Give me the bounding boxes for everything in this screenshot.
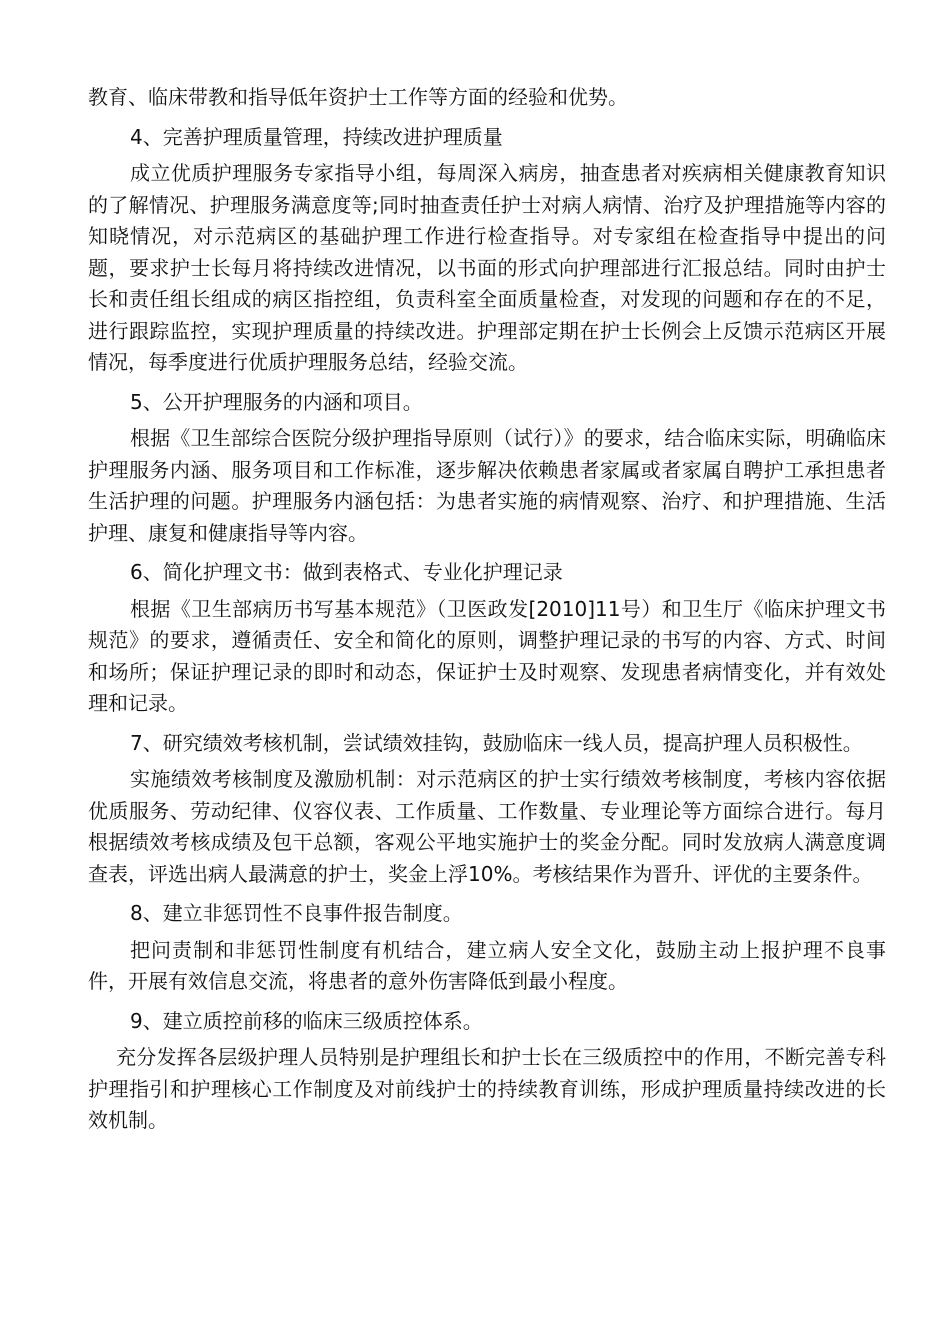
section-heading-5: 5、公开护理服务的内涵和项目。 — [130, 389, 423, 414]
section-heading-9: 9、建立质控前移的临床三级质控体系。 — [130, 1008, 483, 1033]
section-heading-7: 7、研究绩效考核机制，尝试绩效挂钩，鼓励临床一线人员，提高护理人员积极性。 — [130, 730, 863, 755]
section-body-4: 成立优质护理服务专家指导小组，每周深入病房，抽查患者对疾病相关健康教育知识的了解情况、护理服务满意度等;同时抽查责任护士对病人病情、治疗及护理措施等内容的知晓情况，对示范病区的基础护理工作进行检查指导。对专家组在检查指导中提出的问题，要求护士长每月将持续改进情况，以书面的形式向护理部进行汇报总结。同时由护士长和责任组长组成的病区指控组，负责科室全面质量检查，对发现的问题和存在的不足，进行跟踪监控，实现护理质量的持续改进。护理部定期在护士长例会上反馈示范病区开展情况，每季度进行优质护理服务总结，经验交流。 — [88, 161, 886, 374]
section-body-6: 根据《卫生部病历书写基本规范》（卫医政发[2010]11号）和卫生厅《临床护理文书规范》的要求，遵循责任、安全和简化的原则，调整护理记录的书写的内容、方式、时间和场所；保证护理记录的即时和动态，保证护士及时观察、发现患者病情变化，并有效处理和记录。 — [88, 596, 886, 715]
section-body-8: 把问责制和非惩罚性制度有机结合，建立病人安全文化，鼓励主动上报护理不良事件，开展有效信息交流，将患者的意外伤害降低到最小程度。 — [88, 937, 886, 993]
document-page — [88, 82, 886, 1145]
paragraph-continuation: 教育、临床带教和指导低年资护士工作等方面的经验和优势。 — [88, 85, 628, 109]
section-heading-8: 8、建立非惩罚性不良事件报告制度。 — [130, 901, 463, 925]
section-body-7: 实施绩效考核制度及激励机制：对示范病区的护士实行绩效考核制度，考核内容依据优质服务、劳动纪律、仪容仪表、工作质量、工作数量、专业理论等方面综合进行。每月根据绩效考核成绩及包干总额，客观公平地实施护士的奖金分配。同时发放病人满意度调查表，评选出病人最满意的护士，奖金上浮10%。考核结果作为晋升、评优的主要条件。 — [88, 767, 886, 886]
section-heading-4: 4、完善护理质量管理，持续改进护理质量 — [130, 124, 503, 149]
section-heading-6: 6、简化护理文书：做到表格式、专业化护理记录 — [130, 560, 563, 584]
section-body-9: 充分发挥各层级护理人员特别是护理组长和护士长在三级质控中的作用，不断完善专科护理指引和护理核心工作制度及对前线护士的持续教育训练，形成护理质量持续改进的长效机制。 — [88, 1045, 886, 1132]
section-body-5: 根据《卫生部综合医院分级护理指导原则（试行）》的要求，结合临床实际，明确临床护理服务内涵、服务项目和工作标准，逐步解决依赖患者家属或者家属自聘护工承担患者生活护理的问题。护理服务内涵包括：为患者实施的病情观察、治疗、和护理措施、生活护理、康复和健康指导等内容。 — [88, 426, 886, 545]
